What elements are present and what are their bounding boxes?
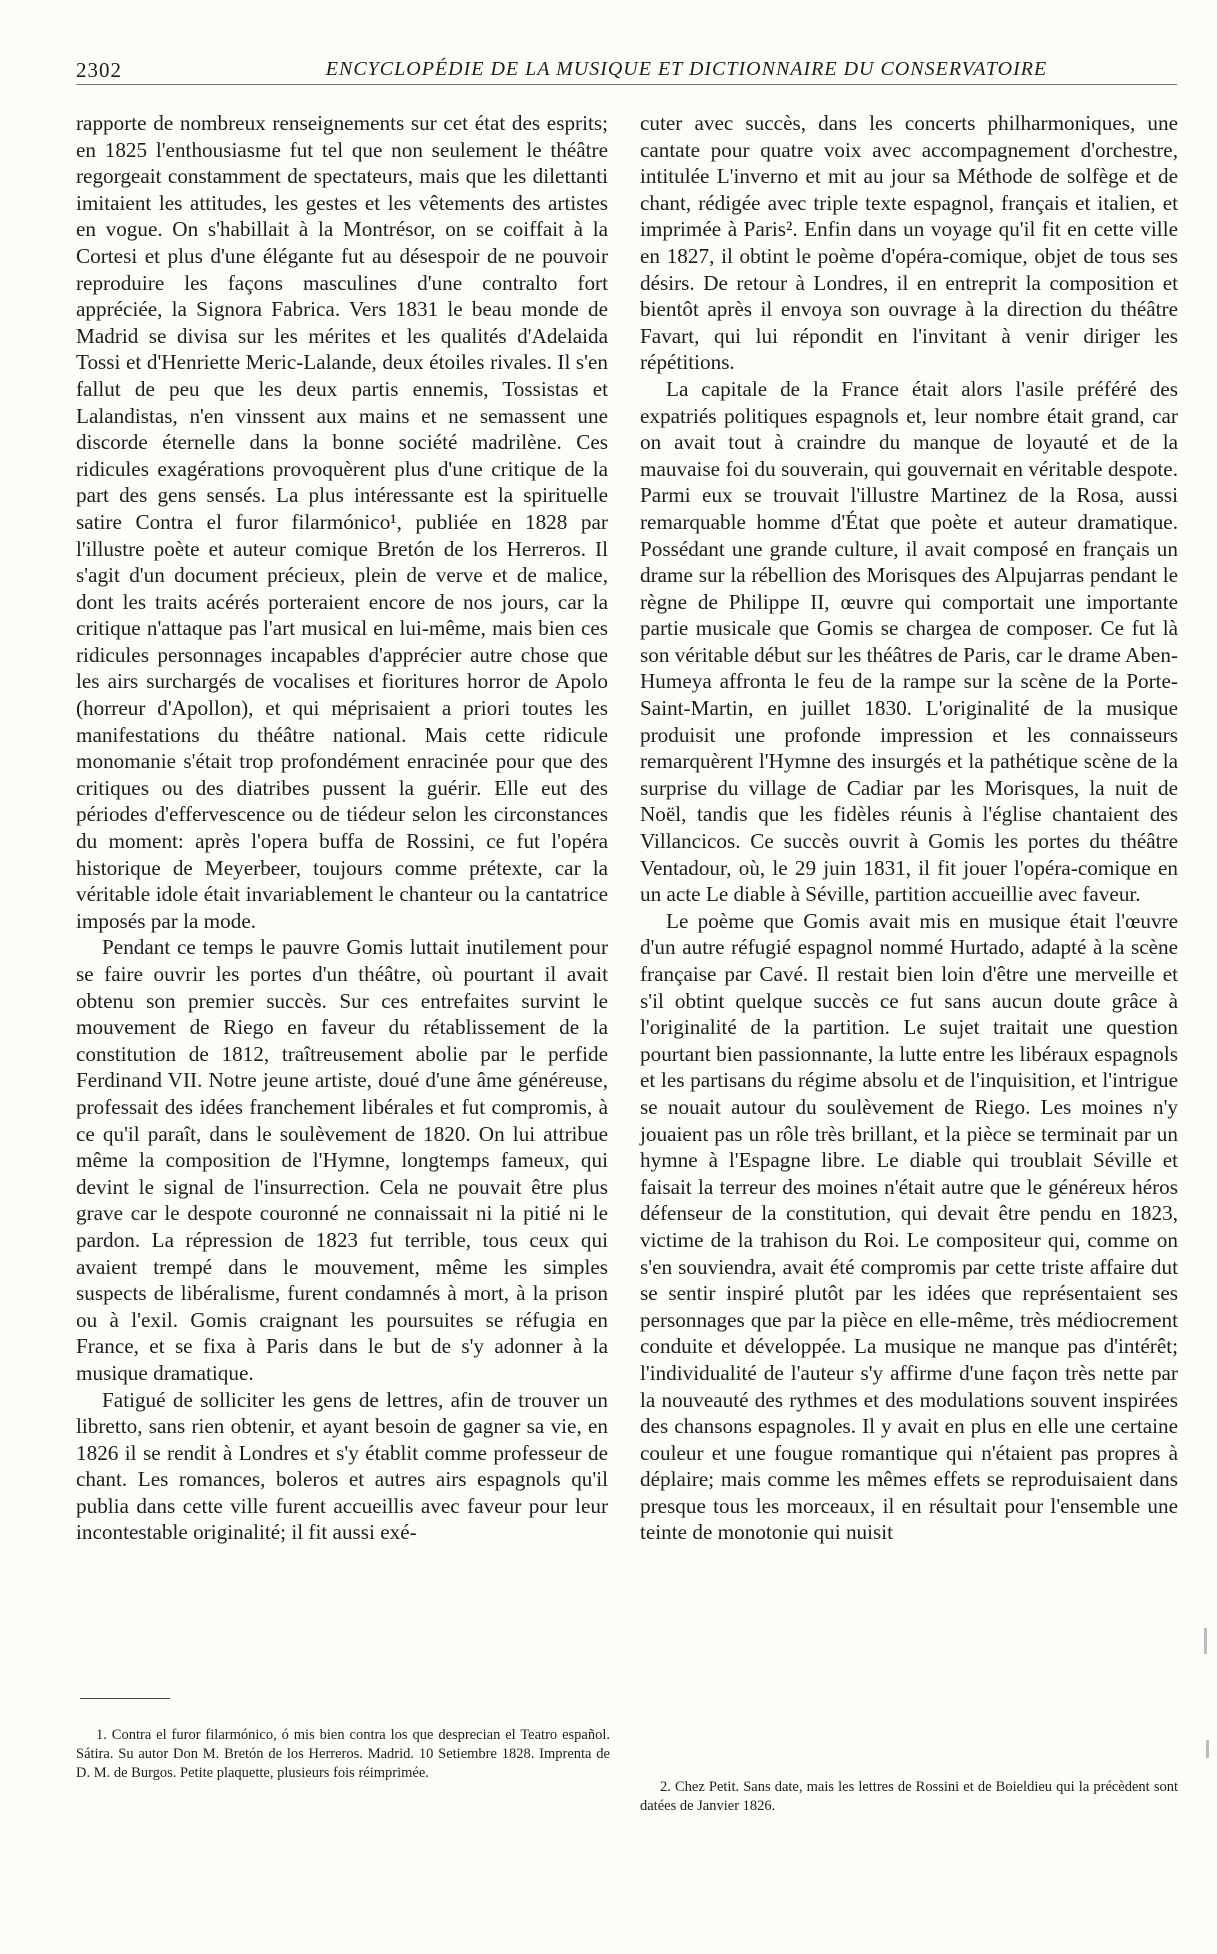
left-column <box>76 110 608 1546</box>
right-paragraph-2: La capitale de la France était alors l'asile préféré des expatriés politiques espagnols et, leur nombre était grand, car on avait tout à craindre du manque de loyauté et de la mauvaise foi du souverain, qui gouvernait en véritable despote. Parmi eux se trouvait l'illustre Martinez de la Rosa, aussi remarquable homme d'État que poète et auteur dramatique. Possédant une grande culture, il avait composé en français un drame sur la rébellion des Morisques des Alpujarras pendant le règne de Philippe II, œuvre qui comportait une importante partie musicale que Gomis se chargea de composer. Ce fut là son véritable début sur les théâtres de Paris, car le drame Aben-Humeya affronta le feu de la rampe sur la scène de la Porte-Saint-Martin, en juillet 1830. L'originalité de la musique produisit une profonde impression et les connaisseurs remarquèrent l'Hymne des insurgés et la pathétique scène de la surprise du village de Cadiar par les Morisques, la nuit de Noël, tandis que les fidèles réunis à l'église chantaient des Villancicos. Ce succès ouvrit à Gomis les portes du théâtre Ventadour, où, le 29 juin 1831, il fit jouer l'opéra-comique en un acte Le diable à Séville, partition accueillie avec faveur. <box>640 376 1178 907</box>
footnote-divider <box>80 1698 170 1699</box>
left-paragraph-3: Fatigué de solliciter les gens de lettres, afin de trouver un libretto, sans rien obtenir, et ayant besoin de gagner sa vie, en 1826 il se rendit à Londres et s'y établit comme professeur de chant. Les romances, boleros et autres airs espagnols qu'il publia dans cette ville furent accueillis avec faveur pour leur incontestable originalité; il fit aussi exé- <box>76 1387 608 1545</box>
page-header <box>76 56 1177 85</box>
right-paragraph-1: cuter avec succès, dans les concerts philharmoniques, une cantate pour quatre voix avec accompagnement d'orchestre, intitulée L'inverno et mit au jour sa Méthode de solfège et de chant, rédigée avec triple texte espagnol, français et italien, et imprimée à Paris². Enfin dans un voyage qu'il fit en cette ville en 1827, il obtint le poème d'opéra-comique, objet de tous ses désirs. De retour à Londres, il en entreprit la composition et bientôt après il envoya son ouvrage à la direction du théâtre Favart, qui lui répondit en l'invitant à venir diriger les répétitions. <box>640 111 1178 375</box>
footnote-1 <box>76 1726 610 1783</box>
footnote-2-text: 2. Chez Petit. Sans date, mais les lettres de Rossini et de Boieldieu qui la précèdent sont datées de Janvier 1826. <box>640 1779 1178 1814</box>
page-number: 2302 <box>76 58 122 82</box>
running-title: ENCYCLOPÉDIE DE LA MUSIQUE ET DICTIONNAIRE DU CONSERVATOIRE <box>325 58 1048 80</box>
right-column <box>640 110 1178 1546</box>
left-paragraph-1: rapporte de nombreux renseignements sur cet état des esprits; en 1825 l'enthousiasme fut tel que non seulement le théâtre regorgeait constamment de spectateurs, mais que les dilettanti imitaient les attitudes, les gestes et les vêtements des artistes en vogue. On s'habillait à la Montrésor, on se coiffait à la Cortesi et plus d'une élégante fut au désespoir de ne pouvoir reproduire les façons masculines d'une contralto fort appréciée, la Signora Fabrica. Vers 1831 le beau monde de Madrid se divisa sur les mérites et les qualités d'Adelaida Tossi et d'Henriette Meric-Lalande, deux étoiles rivales. Il s'en fallut de peu que les deux partis ennemis, Tossistas et Lalandistas, n'en vinssent aux mains et ne semassent une discorde éternelle dans la bonne société madrilène. Ces ridicules exagérations provoquèrent plus d'une critique de la part des gens sensés. La plus intéressante est la spirituelle satire Contra el furor filarmónico¹, publiée en 1828 par l'illustre poète et auteur comique Bretón de los Herreros. Il s'agit d'un document précieux, plein de verve et de malice, dont les traits acérés porteraient encore de nos jours, car la critique n'attaque pas l'art musical en lui-même, mais bien ces ridicules personnages incapables d'apprécier autre chose que les airs surchargés de vocalises et fioritures horror de Apolo (horreur d'Apollon), et qui méprisaient a priori toutes les manifestations du théâtre national. Mais cette ridicule monomanie s'était trop profondément enracinée pour que des critiques ou des diatribes pussent la guérir. Elle eut des périodes d'effervescence ou de tiédeur selon les circonstances du moment: après l'opera buffa de Rossini, ce fut l'opéra historique de Meyerbeer, toujours comme prétexte, car la véritable idole était invariablement le chanteur ou la cantatrice imposés par la mode. <box>76 111 608 933</box>
left-paragraph-2: Pendant ce temps le pauvre Gomis luttait inutilement pour se faire ouvrir les portes d'un théâtre, où pourtant il avait obtenu son premier succès. Sur ces entrefaites survint le mouvement de Riego en faveur du rétablissement de la constitution de 1812, traîtreusement abolie par le perfide Ferdinand VII. Notre jeune artiste, doué d'une âme généreuse, professait des idées franchement libérales et fut compromis, à ce qu'il paraît, dans le soulèvement de 1820. On lui attribue même la composition de l'Hymne, longtemps fameux, qui devint le signal de l'insurrection. Cela ne pouvait être plus grave car le despote couronné ne connaissait ni la pitié ni le pardon. La répression de 1823 fut terrible, tous ceux qui avaient trempé dans le mouvement, même les simples suspects de libéralisme, furent condamnés à mort, à la prison ou à l'exil. Gomis craignant les poursuites se réfugia en France, et se fixa à Paris dans le but de s'y adonner à la musique dramatique. <box>76 935 608 1385</box>
footnote-1-text: 1. Contra el furor filarmónico, ó mis bien contra los que desprecian el Teatro español. Sátira. Su autor Don M. Bretón de los Herreros. Madrid. 10 Setiembre 1828. Imprenta de D. M. de Burgos. Petite plaquette, plusieurs fois réimprimée. <box>76 1727 610 1781</box>
margin-mark <box>1206 1740 1209 1758</box>
footnote-2 <box>640 1778 1178 1816</box>
right-paragraph-3: Le poème que Gomis avait mis en musique était l'œuvre d'un autre réfugié espagnol nommé Hurtado, adapté à la scène française par Cavé. Il restait bien loin d'être une merveille et s'il obtint quelque succès ce fut sans aucun doute grâce à l'originalité de la partition. Le sujet traitait une question pourtant bien passionnante, la lutte entre les libéraux espagnols et les partisans du régime absolu et de l'inquisition, et l'intrigue se nouait autour du soulèvement de Riego. Les moines n'y jouaient pas un rôle très brillant, et la pièce se terminait par un hymne à l'Espagne libre. Le diable qui troublait Séville et faisait la terreur des moines n'était autre que le généreux héros défenseur de la constitution, qui devait être pendu en 1823, victime de la trahison du Roi. Le compositeur qui, comme on s'en souviendra, avait été compromis par cette triste affaire dut se sentir inspiré plutôt par les idées que représentaient ses personnages que par la pièce en elle-même, très médiocrement conduite et développée. La musique ne manque pas d'intérêt; l'individualité de l'auteur s'y affirme d'une façon très nette par la nouveauté des rythmes et des modulations souvent inspirées des chansons espagnoles. Il y avait en plus en elle une certaine couleur et une fougue romantique qui n'étaient pas propres à déplaire; mais comme les mêmes effets se reproduisaient dans presque tous les morceaux, il en résultait pour l'ensemble une teinte de monotonie qui nuisit <box>640 908 1178 1545</box>
margin-mark <box>1204 1628 1207 1654</box>
